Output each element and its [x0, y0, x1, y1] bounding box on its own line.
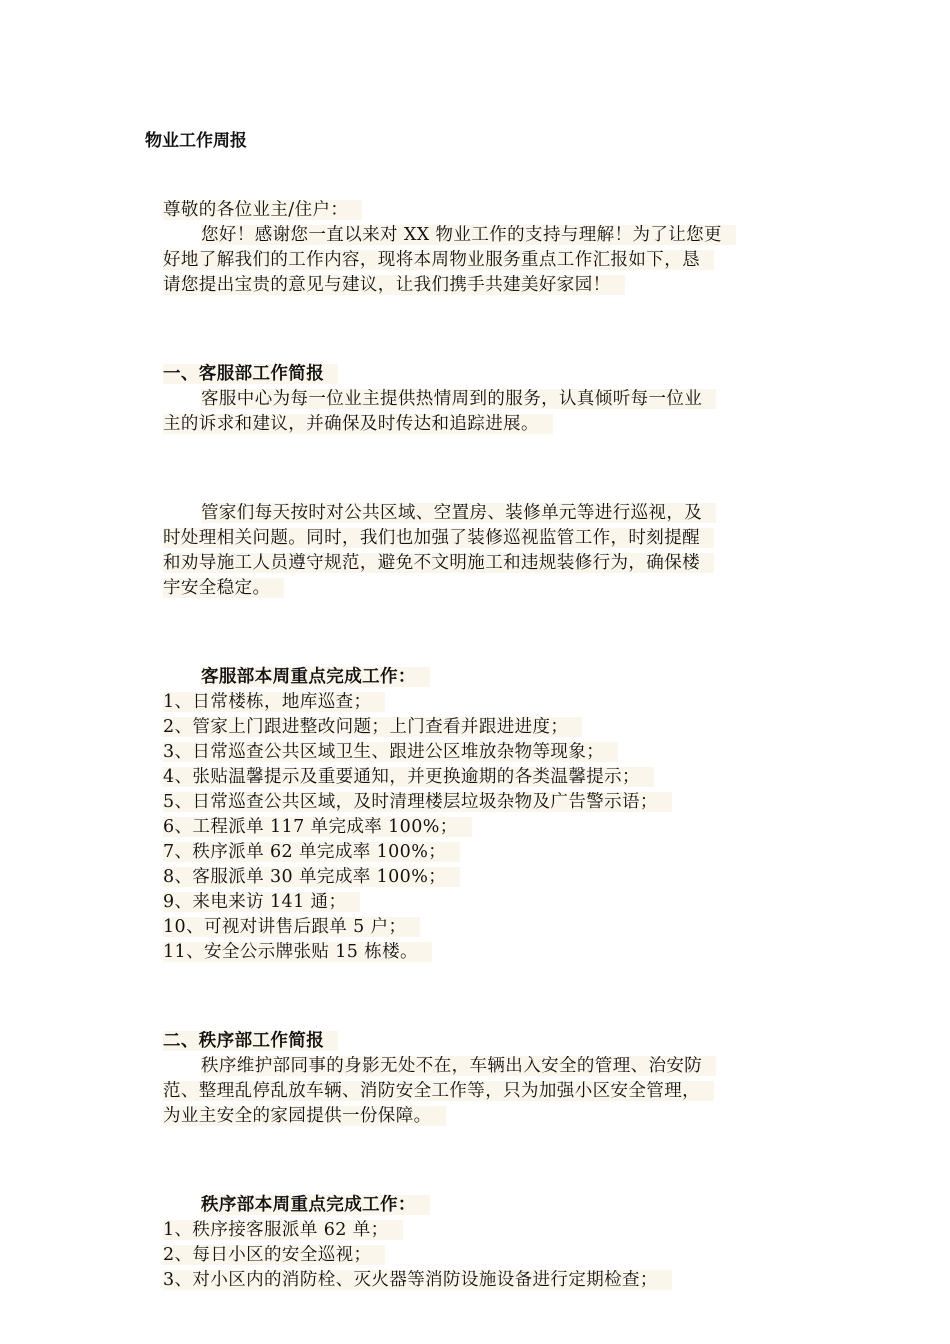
section2-task-list [163, 1218, 793, 1293]
intro-line-3: 请您提出宝贵的意见与建议，让我们携手共建美好家园！ [163, 273, 793, 298]
list-item: 7、秩序派单 62 单完成率 100%； [163, 840, 793, 865]
list-item: 5、日常巡查公共区域，及时清理楼层垃圾杂物及广告警示语； [163, 790, 793, 815]
section1-para2-line-3: 和劝导施工人员遵守规范，避免不文明施工和违规装修行为，确保楼 [163, 551, 793, 576]
section-heading-security: 二、秩序部工作简报 [163, 1029, 793, 1054]
list-item: 2、每日小区的安全巡视； [163, 1243, 793, 1268]
section1-para2-line-4: 宇安全稳定。 [163, 576, 793, 601]
document-body [163, 198, 793, 1293]
list-item: 9、来电来访 141 通； [163, 890, 793, 915]
section1-para1-line-2: 主的诉求和建议，并确保及时传达和追踪进展。 [163, 412, 793, 437]
section2-list-title: 秩序部本周重点完成工作： [163, 1193, 793, 1218]
document-title: 物业工作周报 [145, 131, 247, 151]
salutation: 尊敬的各位业主/住户： [163, 198, 793, 223]
section1-task-list [163, 690, 793, 965]
section2-para1-line-1: 秩序维护部同事的身影无处不在，车辆出入安全的管理、治安防 [163, 1054, 793, 1079]
section1-para2-line-1: 管家们每天按时对公共区域、空置房、装修单元等进行巡视，及 [163, 501, 793, 526]
section2-para1-line-2: 范、整理乱停乱放车辆、消防安全工作等，只为加强小区安全管理， [163, 1079, 793, 1104]
section1-list-title: 客服部本周重点完成工作： [163, 665, 793, 690]
list-item: 8、客服派单 30 单完成率 100%； [163, 865, 793, 890]
list-item: 10、可视对讲售后跟单 5 户； [163, 915, 793, 940]
list-item: 2、管家上门跟进整改问题；上门查看并跟进进度； [163, 715, 793, 740]
intro-line-1: 您好！感谢您一直以来对 XX 物业工作的支持与理解！为了让您更 [163, 223, 793, 248]
intro-line-2: 好地了解我们的工作内容，现将本周物业服务重点工作汇报如下，恳 [163, 248, 793, 273]
section-heading-customer-service: 一、客服部工作简报 [163, 362, 793, 387]
section1-para2-line-2: 时处理相关问题。同时，我们也加强了装修巡视监管工作，时刻提醒 [163, 526, 793, 551]
list-item: 1、秩序接客服派单 62 单； [163, 1218, 793, 1243]
list-item: 1、日常楼栋，地库巡查； [163, 690, 793, 715]
list-item: 3、对小区内的消防栓、灭火器等消防设施设备进行定期检查； [163, 1268, 793, 1293]
list-item: 6、工程派单 117 单完成率 100%； [163, 815, 793, 840]
list-item: 3、日常巡查公共区域卫生、跟进公区堆放杂物等现象； [163, 740, 793, 765]
list-item: 4、张贴温馨提示及重要通知，并更换逾期的各类温馨提示； [163, 765, 793, 790]
list-item: 11、安全公示牌张贴 15 栋楼。 [163, 940, 793, 965]
section2-para1-line-3: 为业主安全的家园提供一份保障。 [163, 1104, 793, 1129]
section1-para1-line-1: 客服中心为每一位业主提供热情周到的服务，认真倾听每一位业 [163, 387, 793, 412]
